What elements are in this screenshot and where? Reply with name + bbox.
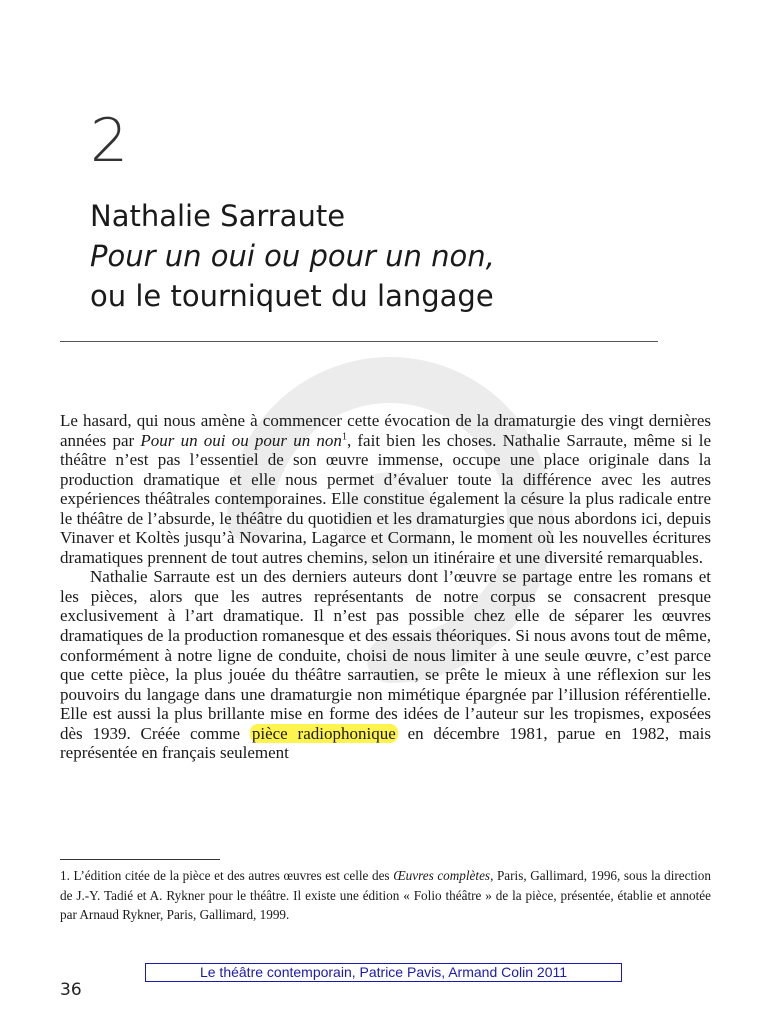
chapter-title <box>90 196 710 316</box>
body-text <box>60 411 711 763</box>
paragraph-2 <box>60 567 711 762</box>
footnote <box>60 866 711 925</box>
paragraph-1 <box>60 411 711 567</box>
work-title-italic: Pour un oui ou pour un non <box>140 430 342 450</box>
paragraph-1-text-a: Le hasard, qui nous amène à commencer cette évocation de la dramaturgie des vingt dernières années par <box>60 411 711 450</box>
footnote-divider <box>60 859 220 860</box>
page-number: 36 <box>60 980 82 1000</box>
paragraph-2-text-b: en décembre 1981, parue en 1982, mais représentée en français seulement <box>60 723 711 763</box>
paragraph-2-text-a: Nathalie Sarraute est un des derniers auteurs dont l’œuvre se partage entre les romans et les pièces, alors que les autres représentants de notre corpus se consacrent presque exclusivement à l’art dramatique. Il n’est pas possible chez elle de séparer les œuvres dramatiques de la production romanesque et des essais théoriques. Si nous avons tout de même, conformément à notre ligne de conduite, choisi de nous limiter à une seule œuvre, c’est parce que cette pièce, la plus jouée du théâtre sarrautien, se prête le mieux à une réflexion sur les pouvoirs du langage dans une dramaturgie non mimétique épargnée par l’illusion référentielle. Elle est aussi la plus brillante mise en forme des idées de l’auteur sur les tropismes, exposées dès 1939. Créée comme <box>60 567 711 743</box>
chapter-number: 2 <box>90 106 129 176</box>
footnote-work-title: Œuvres complètes <box>393 868 491 883</box>
footnote-text-b: , Paris, Gallimard, 1996, sous la direction de J.-Y. Tadié et A. Rykner pour le théâtre. Il existe une édition « Folio théâtre » de la pièce, présentée, établie et annotée par Arnaud Rykner, Paris, Gallimard, 1999. <box>60 868 711 922</box>
footnote-reference[interactable]: 1 <box>341 430 347 442</box>
title-divider <box>60 341 658 342</box>
highlighted-phrase: pièce radiophonique <box>251 723 396 743</box>
chapter-title-author: Nathalie Sarraute <box>90 199 346 233</box>
chapter-title-work: Pour un oui ou pour un non, <box>90 239 495 273</box>
chapter-title-subtitle: ou le tourniquet du langage <box>90 279 494 313</box>
source-label: Le théâtre contemporain, Patrice Pavis, Armand Colin 2011 <box>145 963 622 982</box>
paragraph-1-text-b: , fait bien les choses. Nathalie Sarraute, même si le théâtre n’est pas l’essentiel de son œuvre immense, occupe une place originale dans la production dramatique et elle nous permet d’évaluer toute la différence avec les autres expériences théâtrales contemporaines. Elle constitue également la césure la plus radicale entre le théâtre de l’absurde, le théâtre du quotidien et les dramaturgies que nous abordons ici, depuis Vinaver et Koltès jusqu’à Novarina, Lagarce et Cormann, le moment où les nouvelles écritures dramatiques prennent de tout autres chemins, selon un itinéraire et une diversité remarquables. <box>60 430 711 567</box>
footnote-text-a: 1. L’édition citée de la pièce et des autres œuvres est celle des <box>60 868 394 883</box>
